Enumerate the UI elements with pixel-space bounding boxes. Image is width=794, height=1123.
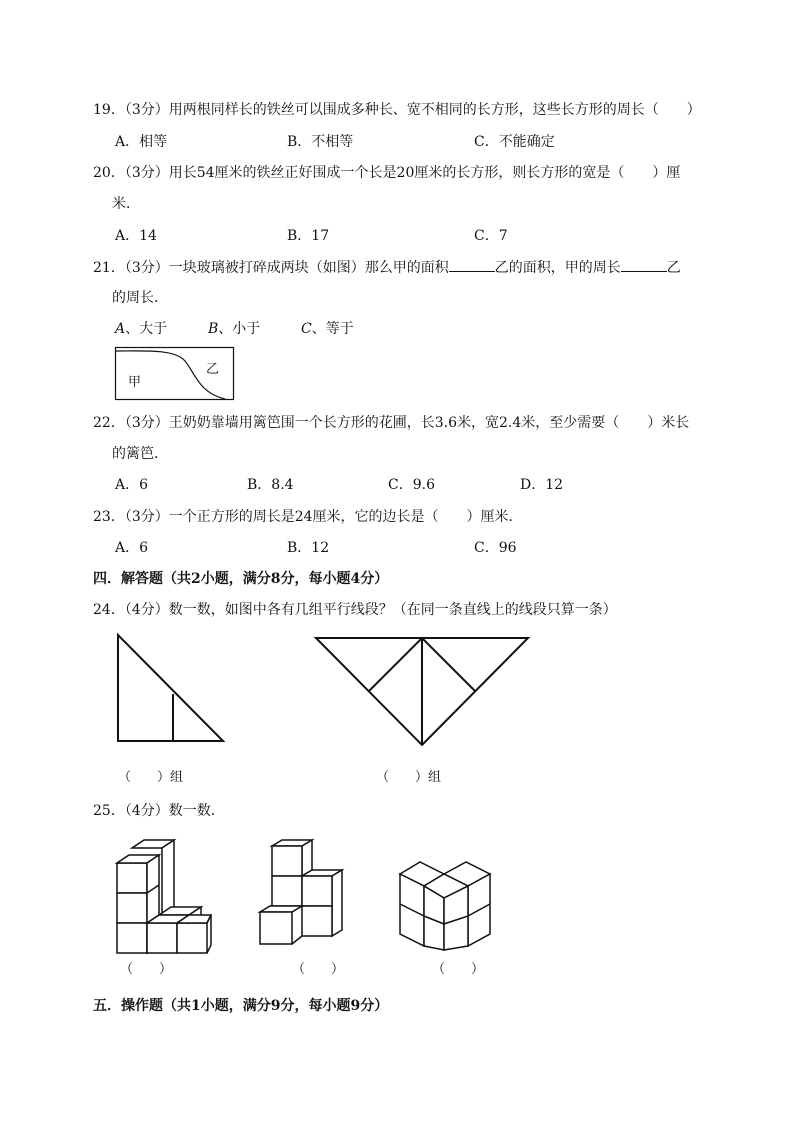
q22-option-c: C．9.6 (388, 477, 435, 493)
q25-cubes-figure-1 (112, 838, 212, 958)
q21-option-b-text: 、小于 (218, 321, 261, 337)
q21-blank-area[interactable] (449, 258, 495, 272)
q21-stem-line1 (93, 258, 681, 277)
q21-figure-label-yi: 乙 (206, 362, 220, 377)
q23-option-b: B．12 (287, 540, 330, 556)
section5-title: 五．操作题（共1小题，满分9分，每小题9分） (93, 998, 389, 1014)
q24-stem: 24．（4分）数一数，如图中各有几组平行线段？（在同一条直线上的线段只算一条） (93, 602, 617, 618)
q19-option-b: B．不相等 (287, 134, 354, 150)
q21-stem-part3: 乙 (666, 260, 681, 276)
q21-blank-perimeter[interactable] (621, 258, 667, 272)
q22-stem-line1: 22．（3分）王奶奶靠墙用篱笆围一个长方形的花圃，长3.6米，宽2.4米，至少需要（ ）米长 (93, 415, 690, 431)
q22-option-d: D．12 (520, 477, 564, 493)
q19-option-a: A．相等 (115, 134, 168, 150)
q21-stem-line2: 的周长． (112, 290, 168, 306)
q22-option-b: B．8.4 (247, 477, 294, 493)
section4-title: 四．解答题（共2小题，满分8分，每小题4分） (93, 571, 389, 587)
q19-option-c: C．不能确定 (474, 134, 555, 150)
q20-stem-line2: 米． (112, 196, 140, 212)
q21-option-c (301, 320, 354, 338)
q24-inverted-triangle-figure (313, 635, 531, 747)
q24-caption-right: （ ）组 (376, 770, 442, 785)
q25-caption-3: （ ） (432, 962, 485, 977)
q19-stem: 19．（3分）用两根同样长的铁丝可以围成多种长、宽不相同的长方形，这些长方形的周长（ ） (93, 102, 701, 118)
q20-option-a: A．14 (115, 228, 157, 244)
q23-stem: 23．（3分）一个正方形的周长是24厘米，它的边长是（ ）厘米． (93, 509, 523, 525)
q21-stem-part2: 乙的面积，甲的周长 (494, 260, 621, 276)
q20-stem-line1: 20．（3分）用长54厘米的铁丝正好围成一个长是20厘米的长方形，则长方形的宽是（ ）厘 (93, 165, 681, 181)
q25-caption-2: （ ） (292, 962, 345, 977)
q25-cubes-figure-3 (396, 858, 496, 954)
q21-option-a-letter: A (115, 321, 126, 337)
q22-option-a: A．6 (115, 477, 149, 493)
q21-option-b (208, 320, 260, 338)
q25-caption-1: （ ） (120, 962, 173, 977)
q25-cubes-figure-2 (256, 838, 348, 954)
q23-option-c: C．96 (474, 540, 517, 556)
q20-option-b: B．17 (287, 228, 330, 244)
q25-stem: 25．（4分）数一数． (93, 803, 225, 819)
q21-option-a (115, 320, 167, 338)
q21-option-b-letter: B (208, 321, 219, 337)
q23-option-a: A．6 (115, 540, 149, 556)
q21-stem-part1: 21．（3分）一块玻璃被打碎成两块（如图）那么甲的面积 (93, 260, 449, 276)
q22-stem-line2: 的篱笆． (112, 446, 168, 462)
q20-option-c: C．7 (474, 228, 508, 244)
q24-right-triangle-figure (115, 632, 227, 744)
q24-caption-left: （ ）组 (118, 770, 184, 785)
q21-option-c-text: 、等于 (311, 321, 354, 337)
q21-option-a-text: 、大于 (125, 321, 168, 337)
q21-figure-label-jia: 甲 (128, 375, 142, 390)
q21-option-c-letter: C (301, 321, 312, 337)
